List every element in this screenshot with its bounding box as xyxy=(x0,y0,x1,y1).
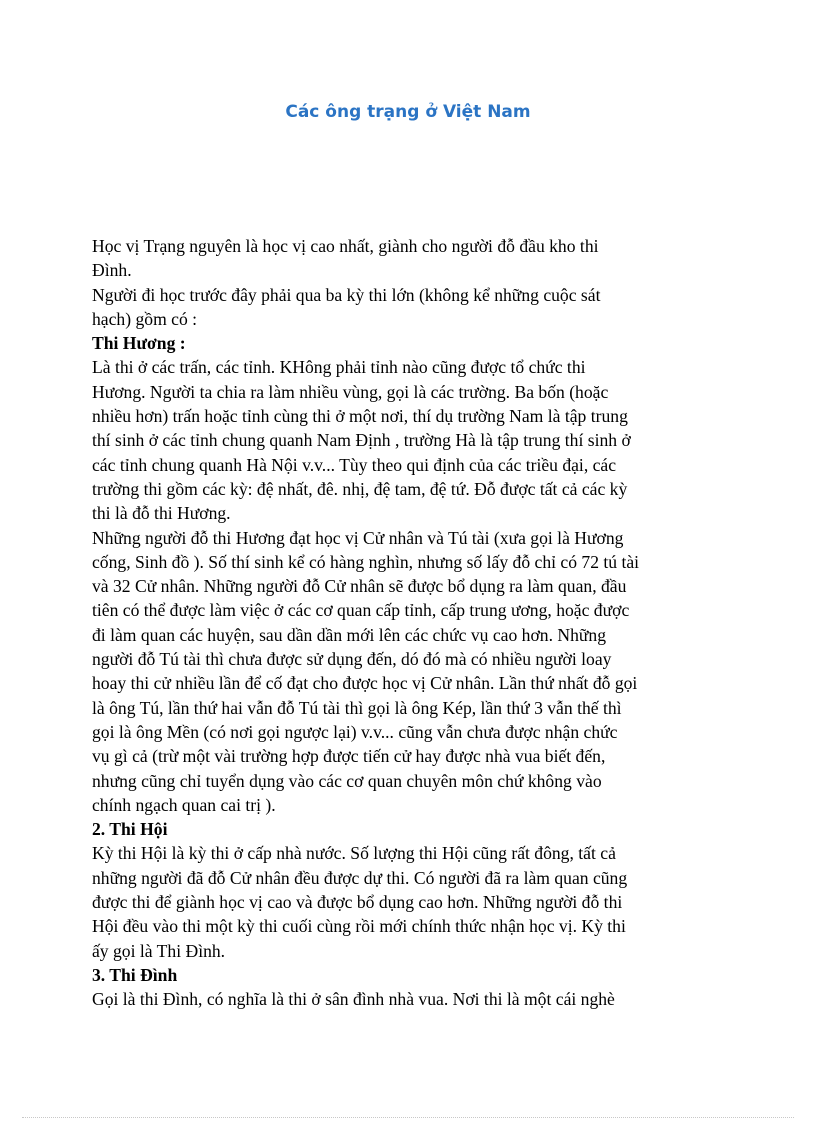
document-body xyxy=(92,234,732,1012)
text-line: chính ngạch quan cai trị ). xyxy=(92,794,276,815)
text-line: ấy gọi là Thi Đình. xyxy=(92,940,226,961)
text-line: Đình. xyxy=(92,260,132,281)
text-line: và 32 Cử nhân. Những người đỗ Cử nhân sẽ được bổ dụng ra làm quan, đầu xyxy=(92,576,627,597)
text-line: trường thi gồm các kỳ: đệ nhất, đê. nhị, đệ tam, đệ tứ. Đỗ được tất cả các kỳ xyxy=(92,478,628,499)
text-line: Hương. Người ta chia ra làm nhiều vùng, gọi là các trường. Ba bốn (hoặc xyxy=(92,381,609,402)
text-line: nhưng cũng chỉ tuyển dụng vào các cơ quan chuyên môn chứ không vào xyxy=(92,770,602,791)
text-line: tiên có thể được làm việc ở các cơ quan cấp tỉnh, cấp trung ương, hoặc được xyxy=(92,600,630,621)
text-line: những người đã đỗ Cử nhân đều được dự thi. Có người đã ra làm quan cũng xyxy=(92,867,628,888)
text-line: Kỳ thi Hội là kỳ thi ở cấp nhà nước. Số lượng thi Hội cũng rất đông, tất cả xyxy=(92,843,616,864)
text-line: gọi là ông Mền (có nơi gọi ngược lại) v.v... cũng vẫn chưa được nhận chức xyxy=(92,721,618,742)
text-line: người đỗ Tú tài thì chưa được sử dụng đến, dó đó mà có nhiều người loay xyxy=(92,649,612,670)
page-bottom-divider xyxy=(22,1117,794,1118)
text-line: Là thi ở các trấn, các tỉnh. KHông phải tỉnh nào cũng được tổ chức thi xyxy=(92,357,586,378)
text-line: Gọi là thi Đình, có nghĩa là thi ở sân đình nhà vua. Nơi thi là một cái nghè xyxy=(92,989,615,1010)
text-line: vụ gì cả (trừ một vài trường hợp được tiến cử hay được nhà vua biết đến, xyxy=(92,746,606,767)
text-line: hoay thi cử nhiều lần để cố đạt cho được học vị Cử nhân. Lần thứ nhất đỗ gọi xyxy=(92,673,638,694)
text-line: hạch) gồm có : xyxy=(92,308,198,329)
text-line: nhiều hơn) trấn hoặc tỉnh cùng thi ở một nơi, thí dụ trường Nam là tập trung xyxy=(92,406,628,427)
text-line: Học vị Trạng nguyên là học vị cao nhất, giành cho người đỗ đầu kho thi xyxy=(92,236,599,256)
text-line: được thi để giành học vị cao và được bổ dụng cao hơn. Những người đỗ thi xyxy=(92,892,623,913)
section-heading: 3. Thi Đình xyxy=(92,964,178,985)
section-heading: 2. Thi Hội xyxy=(92,819,168,840)
text-line: đi làm quan các huyện, sau dần dần mới lên các chức vụ cao hơn. Những xyxy=(92,624,607,645)
text-line: các tỉnh chung quanh Hà Nội v.v... Tùy theo qui định của các triều đại, các xyxy=(92,454,617,475)
text-line: Người đi học trước đây phải qua ba kỳ thi lớn (không kể những cuộc sát xyxy=(92,284,601,305)
text-line: thí sinh ở các tỉnh chung quanh Nam Định , trường Hà là tập trung thí sinh ở xyxy=(92,430,631,451)
text-line: thi là đỗ thi Hương. xyxy=(92,503,231,524)
section-heading: Thi Hương : xyxy=(92,333,186,354)
text-line: Hội đều vào thi một kỳ thi cuối cùng rồi mới chính thức nhận học vị. Kỳ thi xyxy=(92,916,626,937)
text-line: là ông Tú, lần thứ hai vẫn đỗ Tú tài thì gọi là ông Kép, lần thứ 3 vẫn thế thì xyxy=(92,697,622,718)
text-line: cống, Sinh đồ ). Số thí sinh kể có hàng nghìn, nhưng số lấy đỗ chỉ có 72 tú tài xyxy=(92,551,640,572)
text-line: Những người đỗ thi Hương đạt học vị Cử nhân và Tú tài (xưa gọi là Hương xyxy=(92,527,624,548)
document-title: Các ông trạng ở Việt Nam xyxy=(285,102,531,122)
